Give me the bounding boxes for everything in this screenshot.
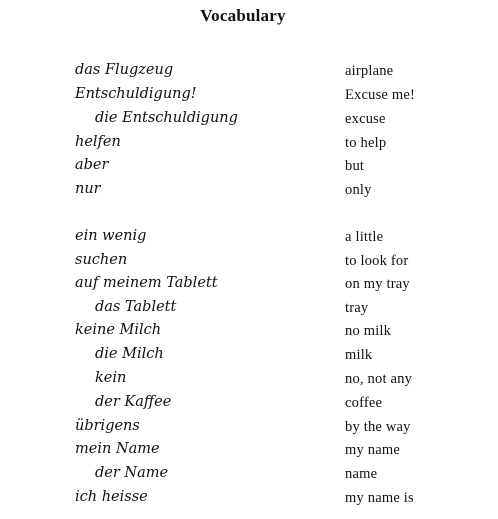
vocab-row <box>0 86 498 108</box>
german-term: mein Name <box>75 441 160 457</box>
english-translation: to look for <box>345 253 409 269</box>
vocabulary-heading: Vocabulary <box>200 6 286 25</box>
english-translation: excuse <box>345 111 386 127</box>
vocab-row <box>0 370 498 392</box>
english-translation: tray <box>345 300 369 316</box>
vocab-row <box>0 465 498 487</box>
vocab-row <box>0 418 498 440</box>
english-translation: airplane <box>345 63 394 79</box>
german-term: übrigens <box>75 418 140 434</box>
vocab-row <box>0 322 498 344</box>
english-translation: coffee <box>345 395 383 411</box>
german-term: der Name <box>95 465 169 481</box>
english-translation: my name is <box>345 490 414 506</box>
german-term: suchen <box>75 252 128 268</box>
vocab-row <box>0 299 498 321</box>
german-term: ein wenig <box>75 228 147 244</box>
english-translation: my name <box>345 442 400 458</box>
vocab-row <box>0 157 498 179</box>
english-translation: milk <box>345 347 373 363</box>
english-translation: Excuse me! <box>345 87 416 103</box>
vocab-row <box>0 394 498 416</box>
german-term: keine Milch <box>75 322 162 338</box>
vocab-row <box>0 489 498 511</box>
german-term: die Milch <box>95 346 164 362</box>
vocab-row <box>0 134 498 156</box>
english-translation: only <box>345 182 372 198</box>
german-term: aber <box>75 157 109 173</box>
english-translation: a little <box>345 229 384 245</box>
german-term: helfen <box>75 134 121 150</box>
vocab-row <box>0 346 498 368</box>
german-term: der Kaffee <box>95 394 172 410</box>
vocab-row <box>0 62 498 84</box>
english-translation: to help <box>345 135 387 151</box>
german-term: Entschuldigung! <box>75 86 197 102</box>
german-term: kein <box>95 370 127 386</box>
german-term: das Tablett <box>95 299 177 315</box>
vocab-row <box>0 252 498 274</box>
vocab-row <box>0 228 498 250</box>
english-translation: but <box>345 158 365 174</box>
english-translation: no, not any <box>345 371 413 387</box>
german-term: nur <box>75 181 101 197</box>
vocab-row <box>0 275 498 297</box>
english-translation: no milk <box>345 323 392 339</box>
german-term: die Entschuldigung <box>95 110 238 126</box>
german-term: auf meinem Tablett <box>75 275 218 291</box>
vocab-row <box>0 181 498 203</box>
german-term: ich heisse <box>75 489 148 505</box>
vocab-row <box>0 441 498 463</box>
english-translation: name <box>345 466 378 482</box>
english-translation: on my tray <box>345 276 410 292</box>
vocab-row <box>0 110 498 132</box>
english-translation: by the way <box>345 419 411 435</box>
german-term: das Flugzeug <box>75 62 174 78</box>
